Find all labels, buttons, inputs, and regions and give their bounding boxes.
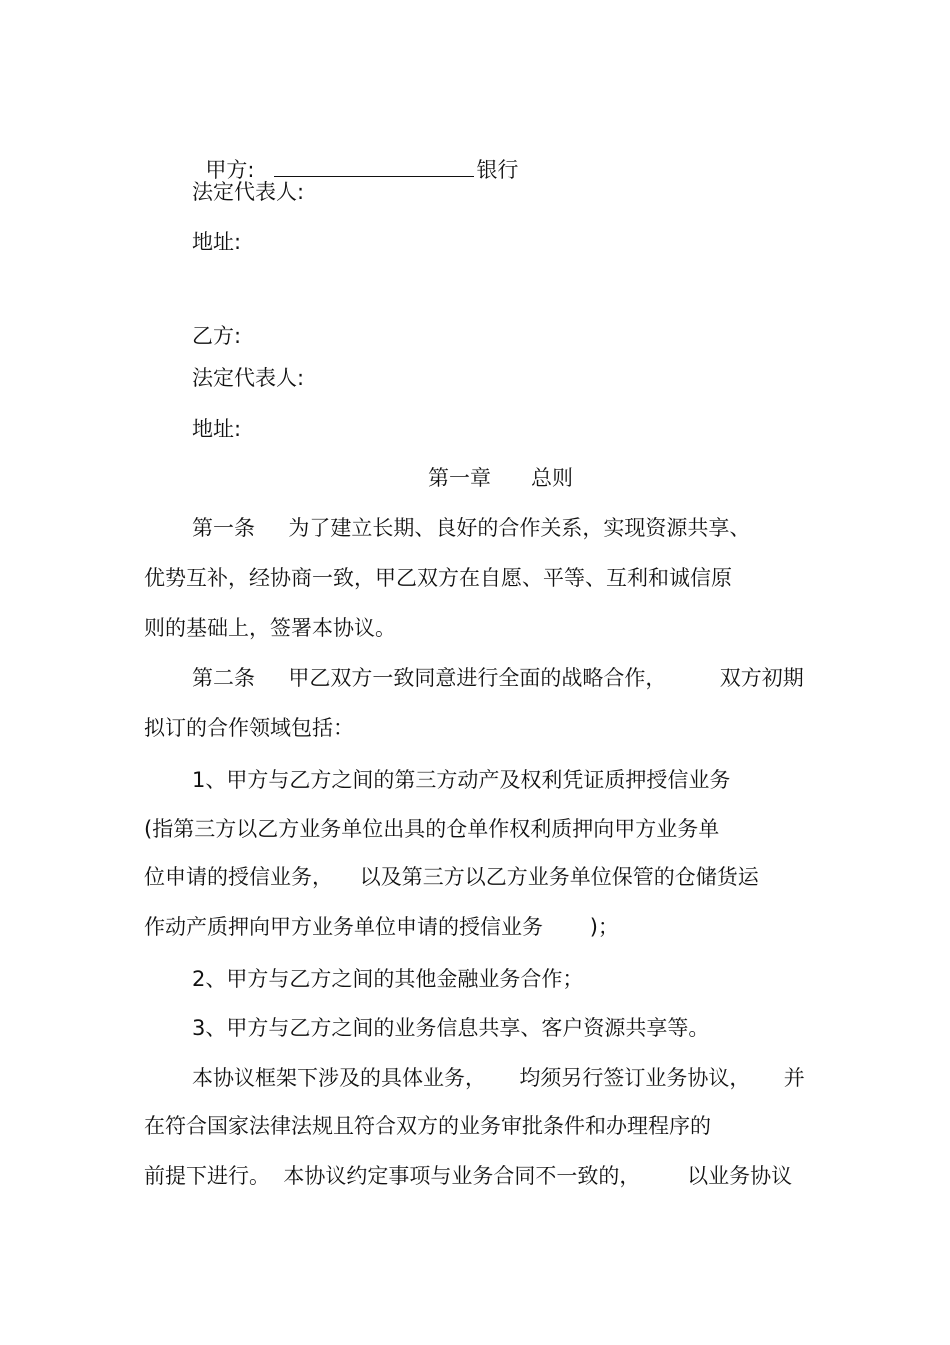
article-1-line-1: 第一条 为了建立长期、良好的合作关系，实现资源共享、 [192, 516, 751, 540]
party-b-label: 乙方: [192, 324, 242, 348]
article-1-line-3: 则的基础上，签署本协议。 [144, 616, 396, 640]
party-a-rep-label: 法定代表人: [192, 180, 305, 204]
party-a-bank-suffix: 银行 [476, 158, 519, 182]
party-a-label: 甲方: [205, 158, 255, 182]
agreement-line-3: 前提下进行。 本协议约定事项与业务合同不一致的， 以业务协议 [144, 1164, 793, 1188]
article-2-line-1: 第二条 甲乙双方一致同意进行全面的战略合作， 双方初期 [192, 666, 804, 690]
agreement-line-2: 在符合国家法律法规且符合双方的业务审批条件和办理程序的 [144, 1114, 711, 1138]
party-a-name-blank [274, 156, 474, 177]
party-b-rep-label: 法定代表人: [192, 366, 305, 390]
item-1-line-1: 1、甲方与乙方之间的第三方动产及权利凭证质押授信业务 [192, 768, 731, 792]
item-1-line-3: 位申请的授信业务， 以及第三方以乙方业务单位保管的仓储货运 [144, 865, 759, 889]
item-3-line: 3、甲方与乙方之间的业务信息共享、客户资源共享等。 [192, 1016, 710, 1040]
item-1-line-4: 作动产质押向甲方业务单位申请的授信业务 )； [144, 915, 619, 939]
party-a-address-label: 地址: [192, 230, 242, 254]
article-1-line-2: 优势互补，经协商一致，甲乙双方在自愿、平等、互利和诚信原 [144, 566, 732, 590]
item-1-line-2: (指第三方以乙方业务单位出具的仓单作权利质押向甲方业务单 [144, 817, 720, 841]
article-2-line-2: 拟订的合作领域包括： [144, 716, 354, 740]
party-b-address-label: 地址: [192, 417, 242, 441]
chapter-title: 第一章 总则 [428, 466, 574, 490]
item-2-line: 2、甲方与乙方之间的其他金融业务合作； [192, 967, 584, 991]
agreement-line-1: 本协议框架下涉及的具体业务， 均须另行签订业务协议， 并 [192, 1066, 805, 1090]
party-a-line [192, 128, 518, 184]
